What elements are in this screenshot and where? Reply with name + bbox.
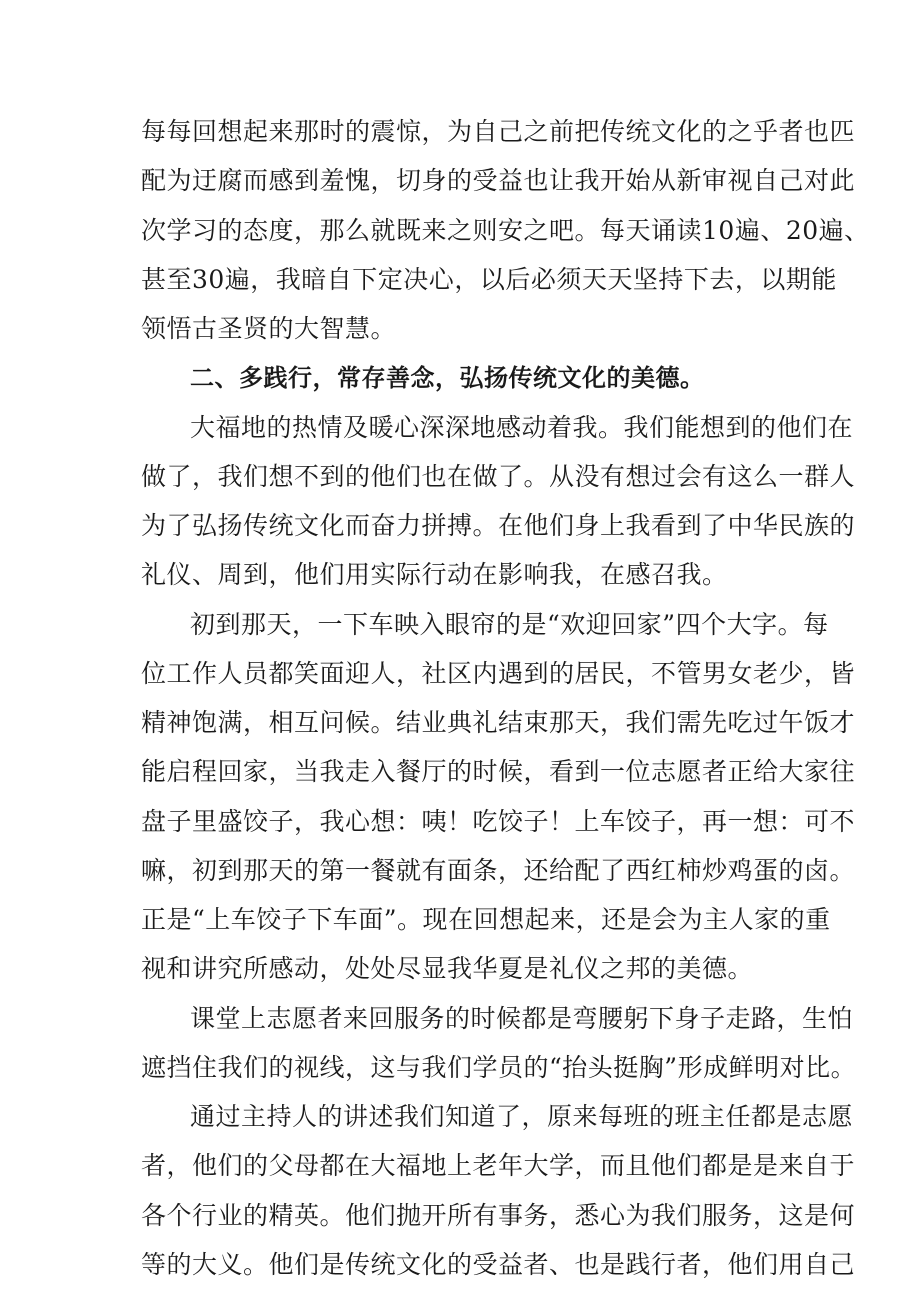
paragraph-line: 嘛，初到那天的第一餐就有面条，还给配了西红柿炒鸡蛋的卤。 (141, 856, 856, 885)
paragraph-line: 位工作人员都笑面迎人，社区内遇到的居民，不管男女老少，皆 (141, 659, 856, 688)
paragraph-line: 领悟古圣贤的大智慧。 (141, 314, 397, 343)
paragraph-line: 各个行业的精英。他们抛开所有事务，悉心为我们服务，这是何 (141, 1201, 856, 1230)
paragraph-line: 次学习的态度，那么就既来之则安之吧。每天诵读10遍、20遍、 (141, 216, 870, 245)
paragraph-line: 者，他们的父母都在大福地上老年大学，而且他们都是是来自于 (141, 1151, 856, 1180)
paragraph-line: 等的大义。他们是传统文化的受益者、也是践行者，他们用自己 (141, 1250, 856, 1279)
paragraph-line: 为了弘扬传统文化而奋力拼搏。在他们身上我看到了中华民族的 (141, 511, 856, 540)
paragraph-line: 甚至30遍，我暗自下定决心，以后必须天天坚持下去，以期能 (141, 265, 837, 294)
paragraph-line: 每每回想起来那时的震惊，为自己之前把传统文化的之乎者也匹 (141, 117, 856, 146)
paragraph-line: 能启程回家，当我走入餐厅的时候，看到一位志愿者正给大家往 (141, 757, 856, 786)
paragraph-line: 精神饱满，相互问候。结业典礼结束那天，我们需先吃过午饭才 (141, 708, 856, 737)
paragraph-line: 通过主持人的讲述我们知道了，原来每班的班主任都是志愿 (190, 1102, 854, 1131)
paragraph-line: 正是“上车饺子下车面”。现在回想起来，还是会为主人家的重 (141, 905, 831, 934)
paragraph-line: 遮挡住我们的视线，这与我们学员的“抬头挺胸”形成鲜明对比。 (141, 1053, 857, 1082)
paragraph-line: 课堂上志愿者来回服务的时候都是弯腰躬下身子走路，生怕 (190, 1004, 854, 1033)
paragraph-line: 做了，我们想不到的他们也在做了。从没有想过会有这么一群人 (141, 462, 856, 491)
paragraph-line: 配为迂腐而感到羞愧，切身的受益也让我开始从新审视自己对此 (141, 166, 856, 195)
paragraph-line: 初到那天，一下车映入眼帘的是“欢迎回家”四个大字。每 (190, 610, 829, 639)
section-heading: 二、多践行，常存善念，弘扬传统文化的美德。 (190, 364, 705, 392)
paragraph-line: 礼仪、周到，他们用实际行动在影响我，在感召我。 (141, 560, 728, 589)
paragraph-line: 大福地的热情及暖心深深地感动着我。我们能想到的他们在 (190, 413, 854, 442)
paragraph-line: 盘子里盛饺子，我心想：咦！吃饺子！上车饺子，再一想：可不 (141, 807, 856, 836)
paragraph-line: 视和讲究所感动，处处尽显我华夏是礼仪之邦的美德。 (141, 954, 754, 983)
